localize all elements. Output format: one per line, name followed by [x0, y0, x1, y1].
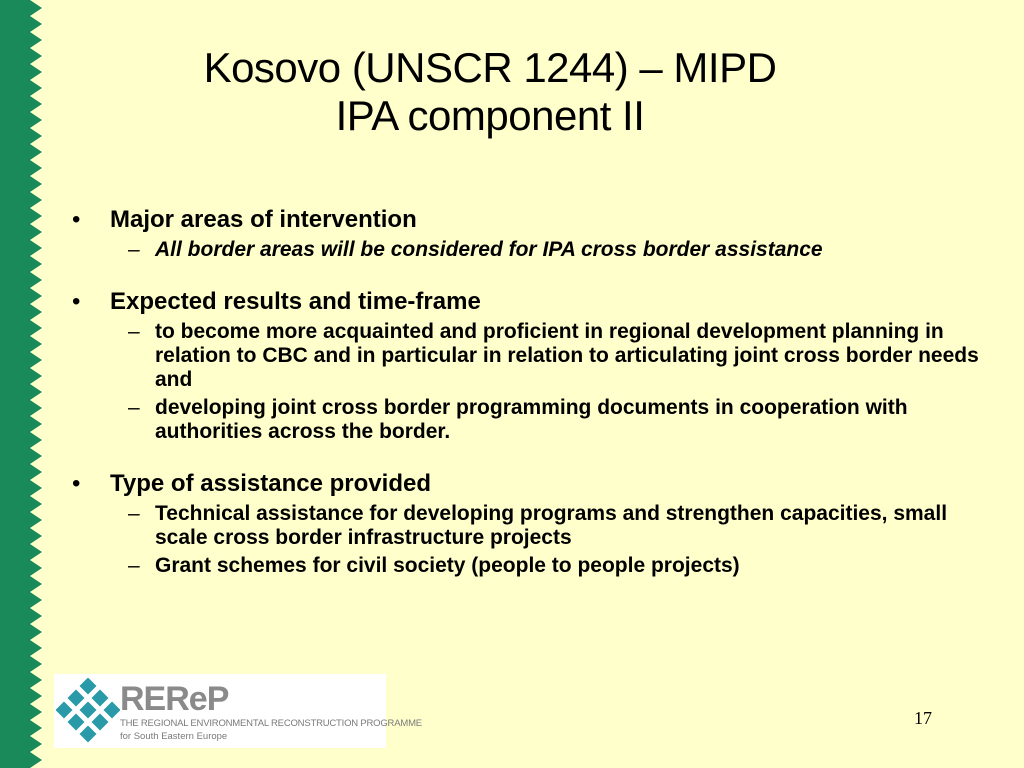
dash-icon: –	[128, 554, 140, 577]
logo-subtagline: for South Eastern Europe	[120, 731, 228, 742]
sub-item	[72, 502, 992, 550]
bullet-major-areas	[72, 206, 992, 234]
sub-item-text: developing joint cross border programming documents in cooperation with authorities across the border.	[155, 396, 908, 443]
bullet-icon: •	[72, 288, 81, 315]
sub-item	[72, 320, 992, 392]
bullet-expected-results	[72, 288, 992, 316]
page-number: 17	[914, 708, 932, 728]
dash-icon: –	[128, 396, 140, 419]
bullet-heading: Major areas of intervention	[110, 206, 417, 233]
sub-item-text: to become more acquainted and proficient in regional development planning in relation to CBC and in particular in relation to articulating joint cross border needs and	[155, 320, 979, 391]
logo-wordmark: REReP	[120, 680, 229, 718]
dash-icon: –	[128, 502, 140, 525]
bullet-heading: Expected results and time-frame	[110, 288, 481, 315]
diamond-grid-icon	[56, 678, 120, 742]
sub-item-text: Technical assistance for developing programs and strengthen capacities, small scale cross border infrastructure projects	[155, 502, 948, 549]
decorative-green-border	[0, 0, 46, 768]
slide-body	[72, 206, 992, 578]
sub-item	[72, 554, 992, 578]
bullet-icon: •	[72, 470, 81, 497]
border-zigzag	[30, 0, 42, 768]
bullet-icon: •	[72, 206, 81, 233]
sub-item	[72, 396, 992, 444]
bullet-type-of-assistance	[72, 470, 992, 498]
sub-item-text: All border areas will be considered for IPA cross border assistance	[155, 238, 823, 261]
sub-item-text: Grant schemes for civil society (people to people projects)	[155, 554, 740, 577]
title-line-1: Kosovo (UNSCR 1244) – MIPD	[203, 44, 777, 91]
dash-icon: –	[128, 320, 140, 343]
slide-title	[120, 44, 860, 140]
dash-icon: –	[128, 238, 140, 261]
sub-item	[72, 238, 992, 262]
logo-tagline: THE REGIONAL ENVIRONMENTAL RECONSTRUCTION PROGRAMME	[120, 718, 422, 729]
title-line-2: IPA component II	[335, 92, 645, 139]
bullet-heading: Type of assistance provided	[110, 470, 431, 497]
rerep-logo	[54, 674, 422, 748]
